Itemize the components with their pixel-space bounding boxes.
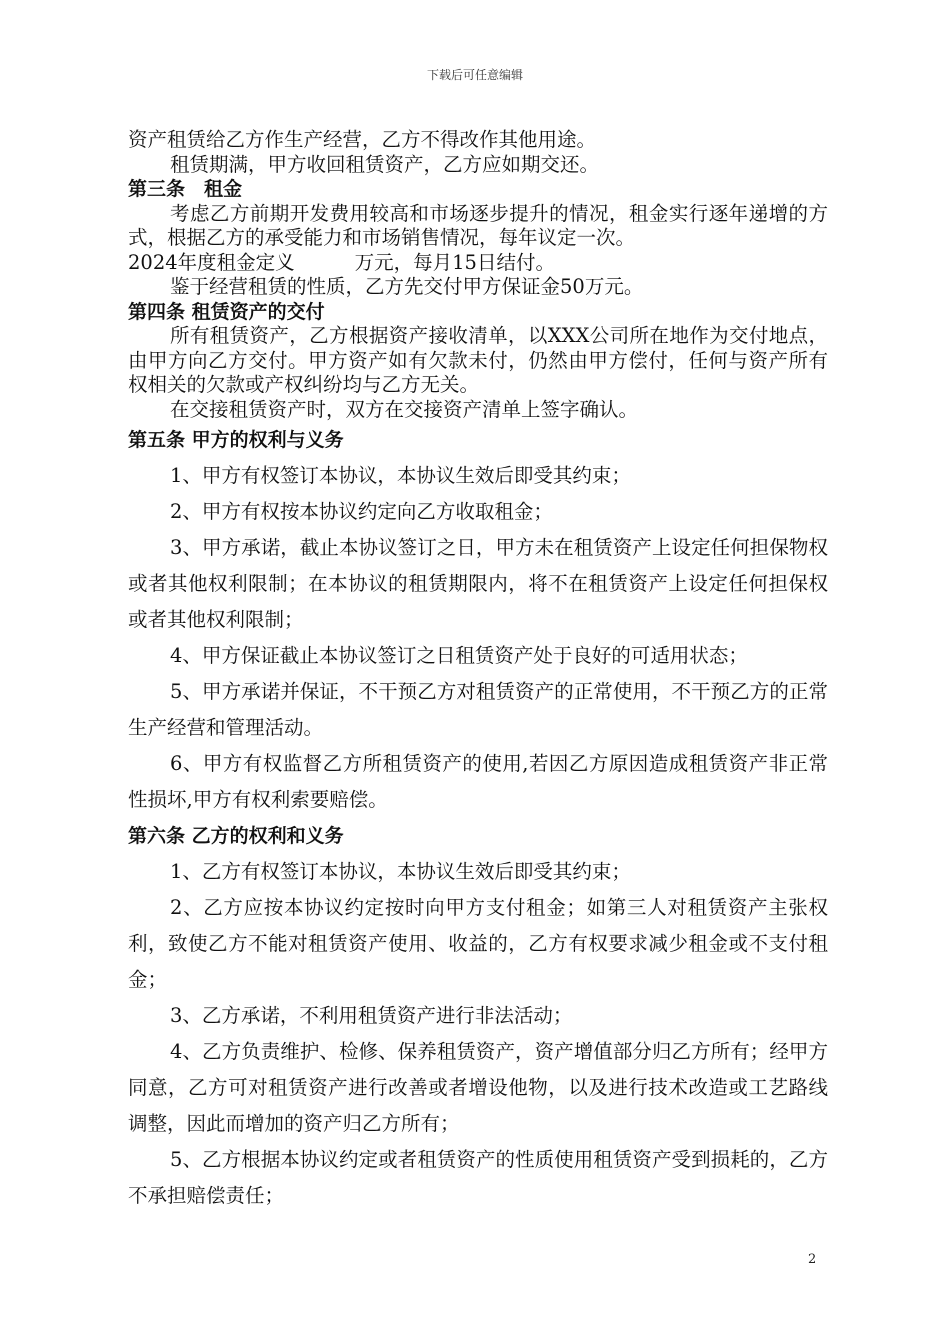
page-header-note: 下载后可任意编辑	[426, 68, 523, 82]
list-item: 2、甲方有权按本协议约定向乙方收取租金；	[170, 500, 553, 523]
list-item: 3、乙方承诺，不利用租赁资产进行非法活动；	[170, 1004, 573, 1027]
rent-amount-line	[128, 251, 828, 276]
paragraph: 所有租赁资产，乙方根据资产接收清单，以XXX公司所在地作为交付地点，由甲方向乙方交付。甲方资产如有欠款未付，仍然由甲方偿付，任何与资产所有权相关的欠款或产权纠纷均与乙方无关。	[128, 324, 828, 396]
section-heading-3: 第三条 租金	[128, 178, 243, 200]
page-number: 2	[808, 1252, 817, 1267]
section-heading-5: 第五条 甲方的权利与义务	[128, 429, 344, 451]
section-heading-4: 第四条 租赁资产的交付	[128, 300, 325, 323]
list-item: 1、甲方有权签订本协议，本协议生效后即受其约束；	[170, 464, 631, 487]
list-item: 5、乙方根据本协议约定或者租赁资产的性质使用租赁资产受到损耗的，乙方不承担赔偿责任；	[128, 1148, 828, 1207]
list-item: 3、甲方承诺，截止本协议签订之日，甲方未在租赁资产上设定任何担保物权或者其他权利限制；在本协议的租赁期限内，将不在租赁资产上设定任何担保权或者其他权利限制；	[128, 536, 828, 631]
paragraph: 鉴于经营租赁的性质，乙方先交付甲方保证金50万元。	[170, 275, 644, 298]
list-item: 4、乙方负责维护、检修、保养租赁资产，资产增值部分归乙方所有；经甲方同意，乙方可对租赁资产进行改善或者增设他物，以及进行技术改造或工艺路线调整，因此而增加的资产归乙方所有；	[128, 1040, 828, 1135]
paragraph: 租赁期满，甲方收回租赁资产，乙方应如期交还。	[170, 152, 600, 176]
paragraph: 在交接租赁资产时，双方在交接资产清单上签字确认。	[170, 397, 639, 421]
rent-amount-suffix: 万元，每月15日结付。	[354, 250, 555, 274]
list-item: 1、乙方有权签订本协议，本协议生效后即受其约束；	[170, 860, 631, 883]
list-item: 6、甲方有权监督乙方所租赁资产的使用,若因乙方原因造成租赁资产非正常性损坏,甲方有权利索要赔偿。	[128, 752, 828, 811]
document-body	[128, 128, 828, 1214]
list-item: 2、乙方应按本协议约定按时向甲方支付租金；如第三人对租赁资产主张权利，致使乙方不能对租赁资产使用、收益的，乙方有权要求减少租金或不支付租金；	[128, 896, 828, 991]
list-item: 5、甲方承诺并保证，不干预乙方对租赁资产的正常使用，不干预乙方的正常生产经营和管理活动。	[128, 680, 828, 739]
paragraph: 考虑乙方前期开发费用较高和市场逐步提升的情况，租金实行逐年递增的方式，根据乙方的承受能力和市场销售情况，每年议定一次。	[128, 201, 828, 249]
paragraph: 资产租赁给乙方作生产经营，乙方不得改作其他用途。	[128, 128, 597, 151]
section-heading-6: 第六条 乙方的权利和义务	[128, 825, 344, 847]
rent-amount-label: 2024年度租金定义	[128, 250, 295, 274]
list-item: 4、甲方保证截止本协议签订之日租赁资产处于良好的可适用状态；	[170, 644, 748, 667]
